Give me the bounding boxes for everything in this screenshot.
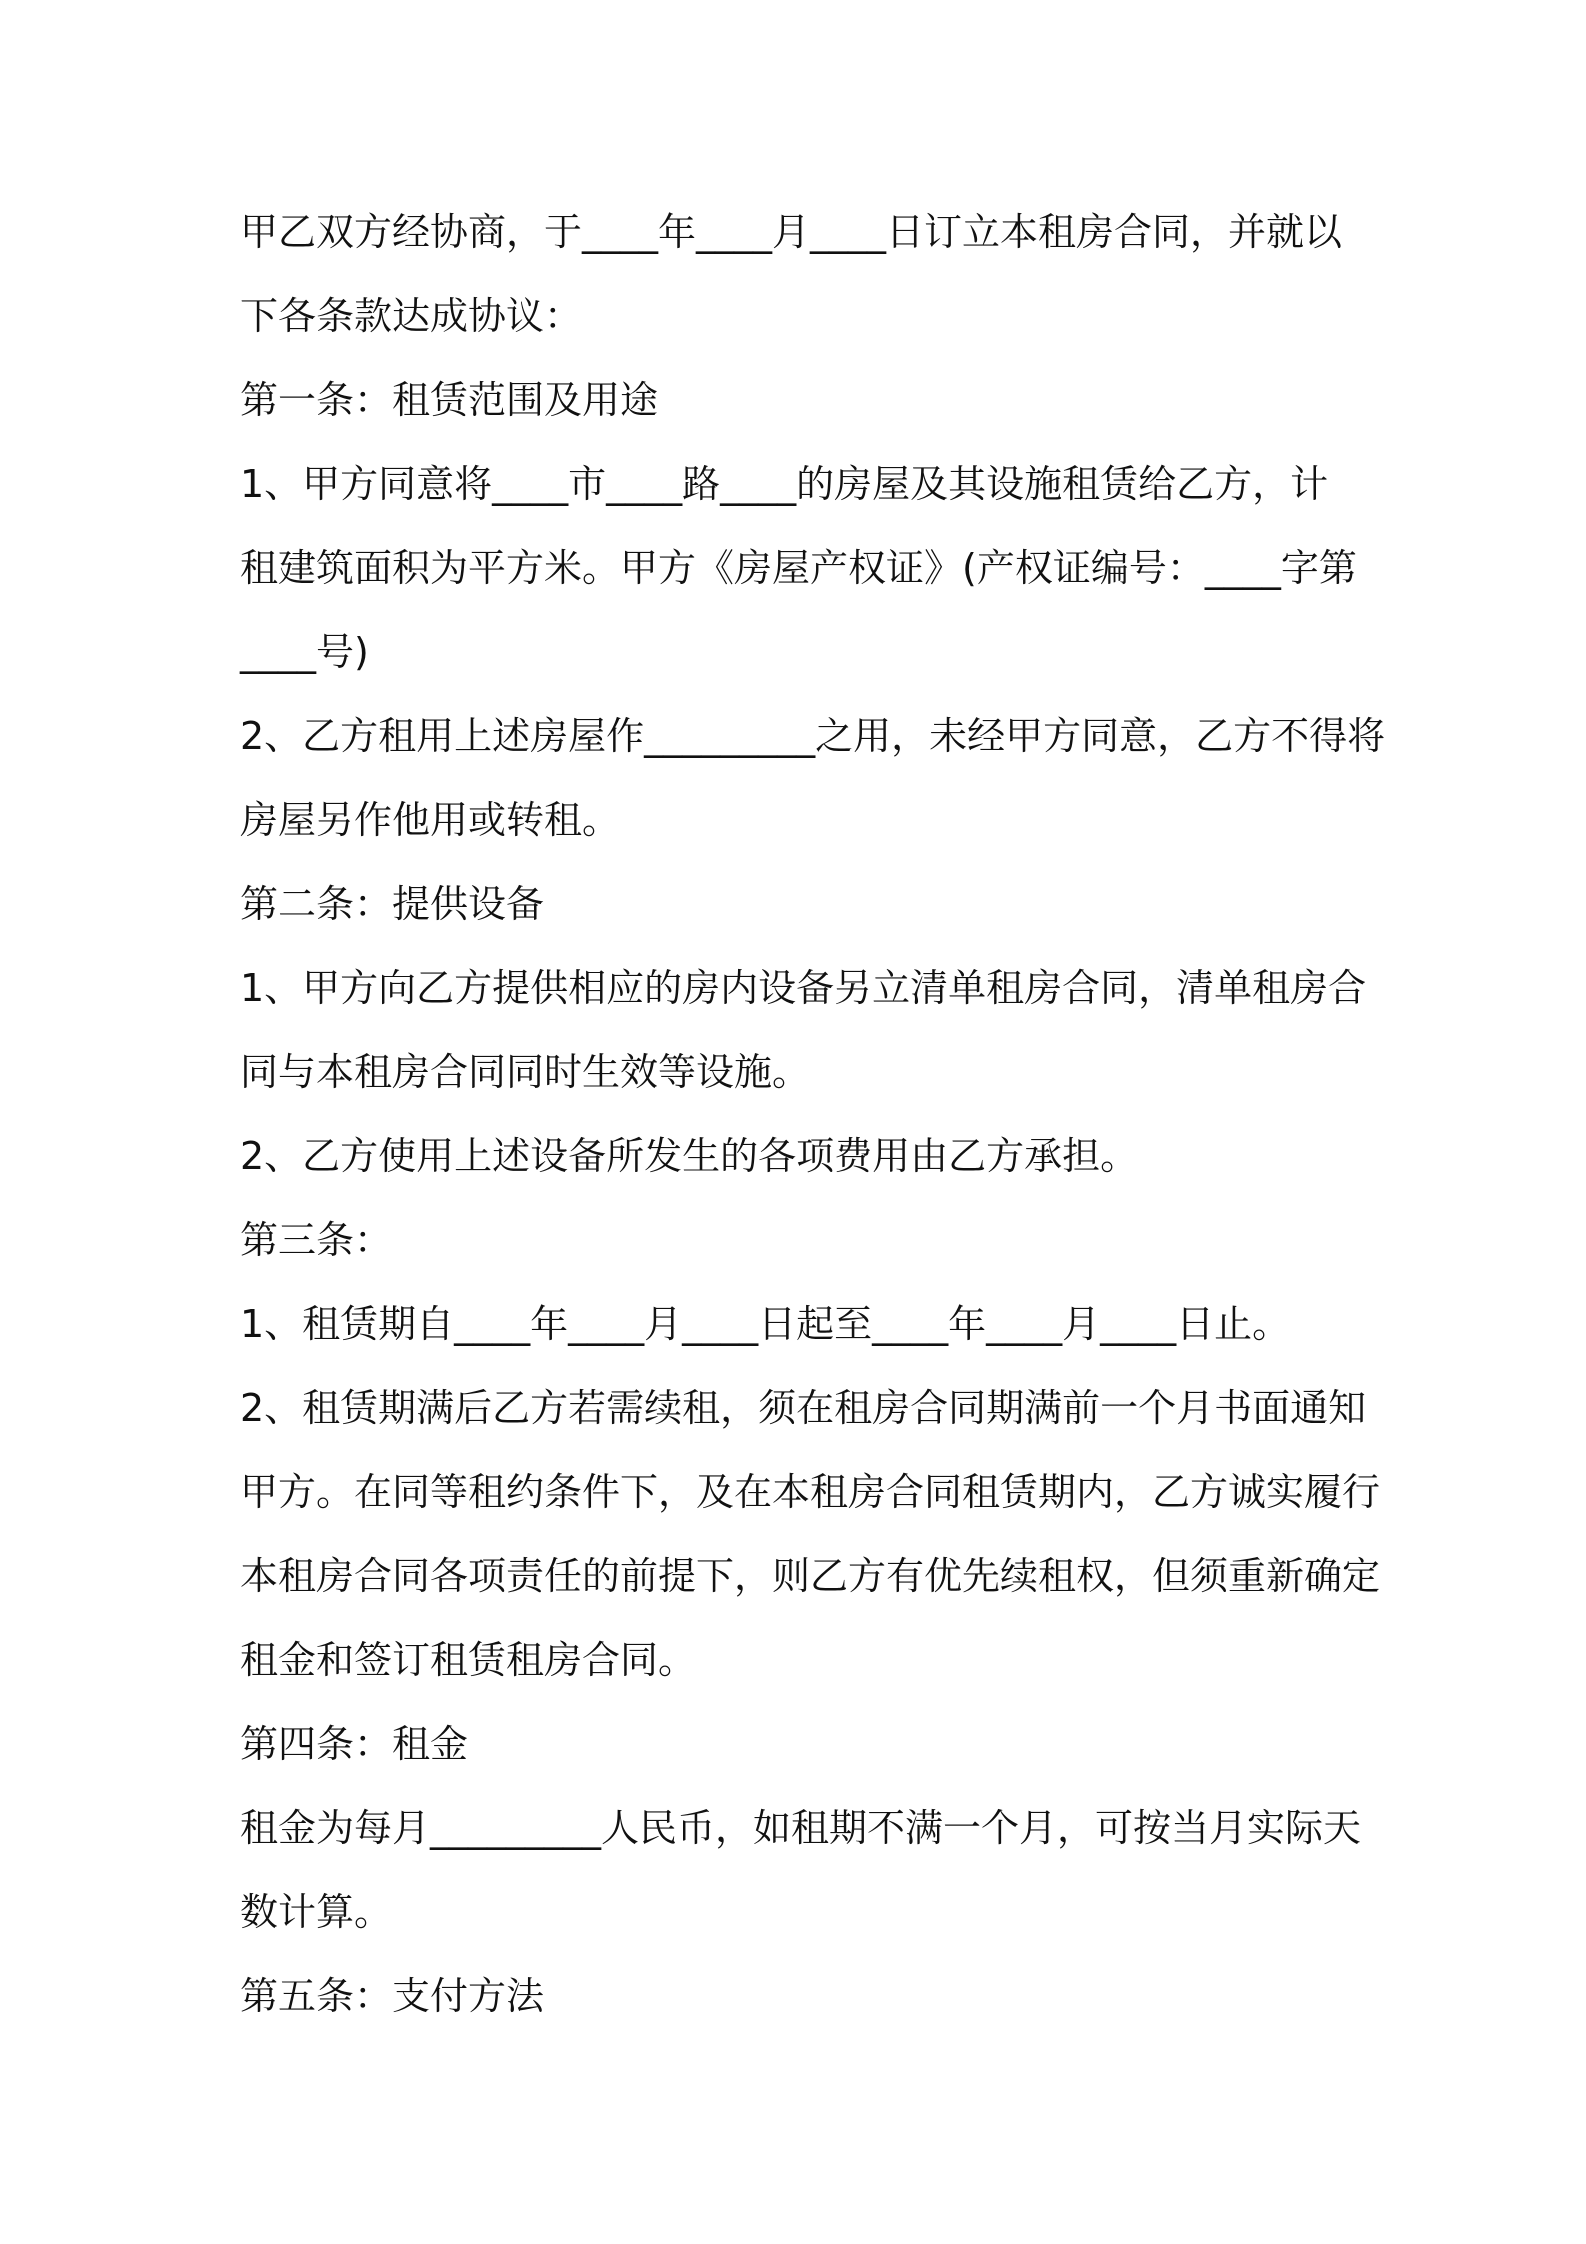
text-line: ____号): [240, 630, 369, 674]
text-line: 2、乙方租用上述房屋作_________之用，未经甲方同意，乙方不得将: [240, 714, 1386, 758]
text-line: 下各条款达成协议：: [240, 294, 583, 338]
text-line: 租金和签订租赁租房合同。: [240, 1638, 697, 1682]
section-heading: 第四条：租金: [240, 1722, 469, 1766]
text-line: 房屋另作他用或转租。: [240, 798, 621, 842]
section-heading: 第五条：支付方法: [240, 1974, 545, 2018]
text-line: 1、甲方同意将____市____路____的房屋及其设施租赁给乙方，计: [240, 462, 1329, 506]
section-heading: 第一条：租赁范围及用途: [240, 378, 659, 422]
section-heading: 第三条：: [240, 1218, 393, 1262]
text-line: 2、租赁期满后乙方若需续租，须在租房合同期满前一个月书面通知: [240, 1386, 1367, 1430]
text-line: 1、甲方向乙方提供相应的房内设备另立清单租房合同，清单租房合: [240, 966, 1367, 1010]
text-line: 同与本租房合同同时生效等设施。: [240, 1050, 811, 1094]
text-line: 1、租赁期自____年____月____日起至____年____月____日止。: [240, 1302, 1291, 1346]
text-line: 2、乙方使用上述设备所发生的各项费用由乙方承担。: [240, 1134, 1139, 1178]
text-line: 本租房合同各项责任的前提下，则乙方有优先续租权，但须重新确定: [240, 1554, 1381, 1598]
text-line: 租金为每月_________人民币，如租期不满一个月，可按当月实际天: [240, 1806, 1362, 1850]
text-line: 甲方。在同等租约条件下，及在本租房合同租赁期内，乙方诚实履行: [240, 1470, 1381, 1514]
section-heading: 第二条：提供设备: [240, 882, 545, 926]
contract-text: [240, 190, 1386, 2038]
text-line: 数计算。: [240, 1890, 393, 1934]
text-line: 甲乙双方经协商，于____年____月____日订立本租房合同，并就以: [240, 210, 1343, 254]
text-line: 租建筑面积为平方米。甲方《房屋产权证》(产权证编号：____字第: [240, 546, 1357, 590]
